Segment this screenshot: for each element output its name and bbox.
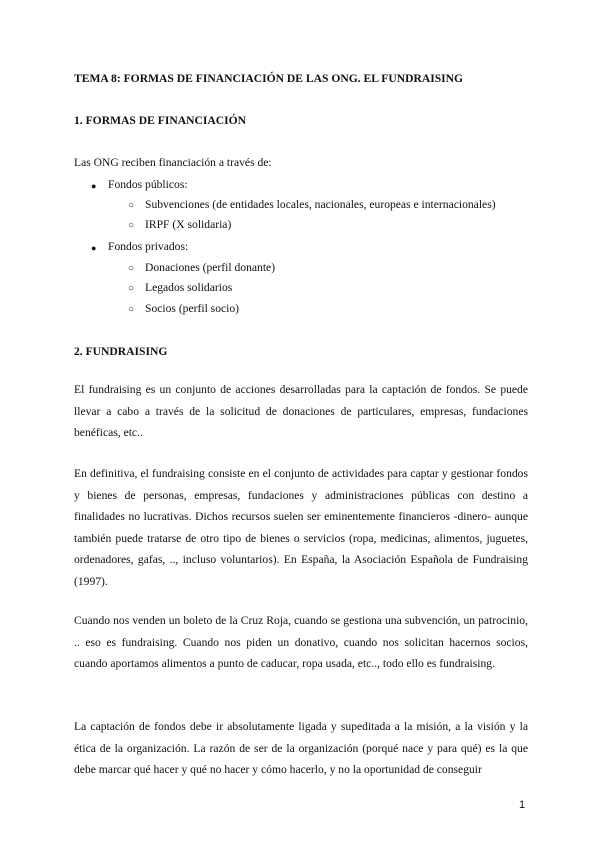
page-number: 1 — [519, 799, 526, 811]
bullet-circle-icon: ○ — [128, 263, 135, 274]
list-item-subvenciones — [128, 198, 496, 211]
bullet-disc-icon: ● — [91, 181, 97, 191]
list-item-label: Subvenciones (de entidades locales, nacionales, europeas e internacionales) — [145, 198, 496, 211]
section-heading-financing: 1. FORMAS DE FINANCIACIÓN — [74, 114, 246, 127]
list-item-label: Socios (perfil socio) — [145, 302, 240, 315]
list-item-label: Fondos públicos: — [108, 178, 188, 191]
list-item-private-funds — [91, 240, 189, 253]
list-item-legados — [128, 281, 233, 294]
paragraph-fundraising-definition: El fundraising es un conjunto de acciones desarrolladas para la captación de fondos. Se puede llevar a cabo a través de la solicitud de donaciones de particulares, empresas, fundaciones benéficas, etc.. — [74, 383, 528, 440]
list-item-label: Legados solidarios — [145, 281, 233, 294]
section-heading-fundraising: 2. FUNDRAISING — [74, 345, 168, 358]
bullet-disc-icon: ● — [91, 243, 97, 253]
document-title: TEMA 8: FORMAS DE FINANCIACIÓN DE LAS ONG. EL FUNDRAISING — [74, 72, 464, 85]
bullet-circle-icon: ○ — [128, 220, 135, 231]
list-item-label: IRPF (X solidaria) — [145, 218, 232, 231]
list-item-donaciones — [128, 261, 276, 274]
bullet-circle-icon: ○ — [128, 200, 135, 211]
paragraph-fundraising-mission: La captación de fondos debe ir absolutamente ligada y supeditada a la misión, a la visión y la ética de la organización. La razón de ser de la organización (porqué nace y para qué) es la que debe marcar qué hacer y qué no hacer y cómo hacerlo, y no la oportunidad de conseguir — [74, 720, 528, 777]
financing-intro: Las ONG reciben financiación a través de: — [74, 156, 272, 169]
paragraph-fundraising-examples: Cuando nos venden un boleto de la Cruz Roja, cuando se gestiona una subvención, un patrocinio, .. eso es fundraising. Cuando nos piden un donativo, cuando nos solicitan hacernos socios, cuando aportamos alimentos a punto de caducar, ropa usada, etc.., todo ello es fundraising. — [74, 614, 528, 671]
list-item-irpf — [128, 218, 232, 231]
list-item-public-funds — [91, 178, 188, 191]
bullet-circle-icon: ○ — [128, 283, 135, 294]
list-item-label: Fondos privados: — [108, 240, 189, 253]
list-item-label: Donaciones (perfil donante) — [145, 261, 276, 274]
bullet-circle-icon: ○ — [128, 304, 135, 315]
paragraph-fundraising-scope: En definitiva, el fundraising consiste en el conjunto de actividades para captar y gestionar fondos y bienes de personas, empresas, fundaciones y administraciones públicas con destino a finalidades no lucrativas. Dichos recursos suelen ser eminentemente financieros -dinero- aunque también puede tratarse de otro tipo de bienes o servicios (ropa, medicinas, alimentos, juguetes, ordenadores, gafas, .., incluso voluntarios). En España, la Asociación Española de Fundraising (1997). — [74, 467, 528, 588]
list-item-socios — [128, 302, 240, 315]
